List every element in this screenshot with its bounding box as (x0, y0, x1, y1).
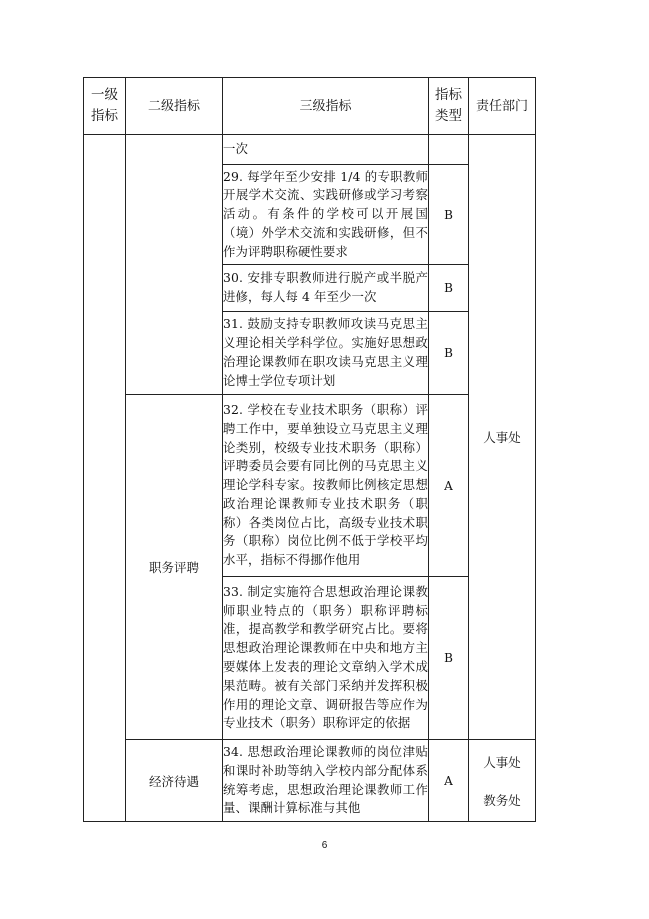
table-row (84, 395, 536, 577)
level3-cell: 34. 思想政治理论课教师的岗位津贴和课时补助等纳入学校内部分配体系统筹考虑，思想政治理论课教师工作量、课酬计算标准与其他 (223, 740, 429, 822)
table-row (84, 740, 536, 822)
level1-cell (84, 135, 126, 822)
dept-cell-hr: 人事处 (469, 135, 536, 740)
level3-cell: 31. 鼓励支持专职教师攻读马克思主义理论相关学科学位。实施好思想政治理论课教师在职攻读马克思主义理论博士学位专项计划 (223, 312, 429, 395)
level3-cell: 29. 每学年至少安排 1/4 的专职教师开展学术交流、实践研修或学习考察活动。有条件的学校可以开展国（境）外学术交流和实践研修，但不作为评聘职称硬性要求 (223, 165, 429, 265)
dept-academic-label: 教务处 (483, 792, 521, 808)
table-row (84, 135, 536, 165)
level3-cell: 32. 学校在专业技术职务（职称）评聘工作中，要单独设立马克思主义理论类别，校级专业技术职务（职称）评聘委员会要有同比例的马克思主义理论学科专家。按教师比例核定思想政治理论课教师专业技术职务（职称）各类岗位占比，高级专业技术职务（职称）岗位比例不低于学校平均水平，指标不得挪作他用 (223, 395, 429, 577)
type-cell: A (429, 395, 469, 577)
header-row (84, 78, 536, 135)
header-level3: 三级指标 (223, 78, 429, 135)
page-number: 6 (321, 840, 328, 851)
dept-hr-label: 人事处 (483, 754, 521, 770)
header-level1: 一级 指标 (84, 78, 126, 135)
dept-cell-multi (469, 740, 536, 822)
level3-cell: 33. 制定实施符合思想政治理论课教师职业特点的（职务）职称评聘标准，提高教学和教学研究占比。要将思想政治理论课教师在中央和地方主要媒体上发表的理论文章纳入学术成果范畴。被有关部门采纳并发挥积极作用的理论文章、调研报告等应作为专业技术（职务）职称评定的依据 (223, 577, 429, 740)
level2-cell-job-title: 职务评聘 (126, 395, 223, 740)
type-cell (429, 135, 469, 165)
level3-cell: 一次 (223, 135, 429, 165)
header-type: 指标 类型 (429, 78, 469, 135)
indicator-table (83, 77, 536, 822)
header-dept: 责任部门 (469, 78, 536, 135)
level2-cell-continued (126, 135, 223, 395)
type-cell: A (429, 740, 469, 822)
level3-cell: 30. 安排专职教师进行脱产或半脱产进修，每人每 4 年至少一次 (223, 265, 429, 312)
type-cell: B (429, 265, 469, 312)
type-cell: B (429, 577, 469, 740)
type-cell: B (429, 165, 469, 265)
type-cell: B (429, 312, 469, 395)
level2-cell-economic: 经济待遇 (126, 740, 223, 822)
header-level2: 二级指标 (126, 78, 223, 135)
